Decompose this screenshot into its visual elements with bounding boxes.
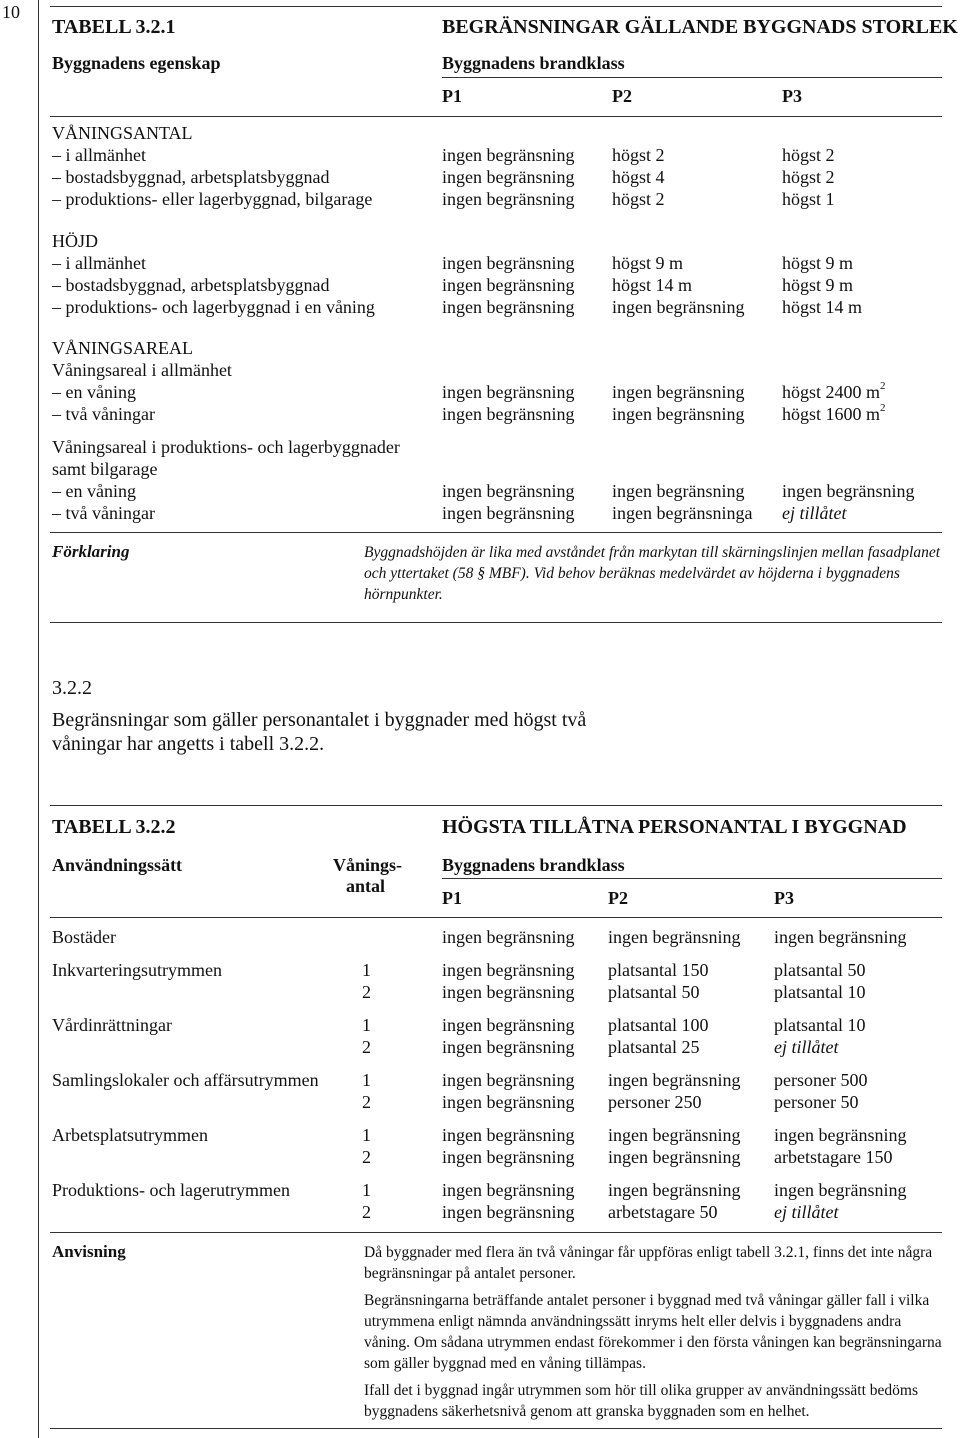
cell-p3: högst 2 (782, 145, 835, 165)
cell-p3: ingen begränsning (774, 927, 907, 947)
table2-p3: P3 (774, 888, 794, 908)
cell-p1: ingen begränsning (442, 1015, 575, 1035)
table2-end-rule (50, 1428, 942, 1429)
cell-p3: platsantal 10 (774, 982, 866, 1002)
row-label: – två våningar (52, 404, 155, 424)
cell-floors: 1 (362, 960, 371, 980)
table2-col-floors-line2: antal (346, 876, 386, 896)
cell-p2: ingen begränsninga (612, 503, 753, 523)
cell-p3: platsantal 10 (774, 1015, 866, 1035)
note-paragraph: Ifall det i byggnad ingår utrymmen som hör till olika grupper av användningssätt bedöms byggnadens säkerhetsnivå genom att granska byggnaden som en helhet. (364, 1382, 919, 1420)
cell-p2: ingen begränsning (608, 1070, 741, 1090)
table2-title: HÖGSTA TILLÅTNA PERSONANTAL I BYGGNAD (442, 816, 907, 838)
table1-p2: P2 (612, 86, 632, 106)
cell-p2: personer 250 (608, 1092, 702, 1112)
cell-p3: ingen begränsning (782, 481, 915, 501)
cell-p3: ingen begränsning (774, 1125, 907, 1145)
row-label: – produktions- eller lagerbyggnad, bilgarage (52, 189, 373, 209)
cell-floors: 1 (362, 1180, 371, 1200)
cell-p1: ingen begränsning (442, 1092, 575, 1112)
note-label: Anvisning (52, 1242, 126, 1261)
cell-p3: högst 1 (782, 189, 835, 209)
table1-p1: P1 (442, 86, 462, 106)
cell-p1: ingen begränsning (442, 382, 575, 402)
square-superscript: 2 (880, 402, 886, 414)
cell-p3-value: högst 1600 m (782, 404, 881, 424)
row-label: – produktions- och lagerbyggnad i en våning (52, 297, 375, 317)
cell-p1: ingen begränsning (442, 275, 575, 295)
cell-p1: ingen begränsning (442, 481, 575, 501)
cell-p2: högst 2 (612, 189, 665, 209)
cell-floors: 2 (362, 1092, 371, 1112)
cell-p1: ingen begränsning (442, 404, 575, 424)
use-label: Inkvarteringsutrymmen (52, 960, 222, 980)
cell-p2: högst 9 m (612, 253, 684, 273)
row-label: – en våning (52, 481, 136, 501)
cell-p1: ingen begränsning (442, 982, 575, 1002)
hojd-heading: HÖJD (52, 231, 99, 251)
cell-p3: personer 500 (774, 1070, 868, 1090)
cell-floors: 1 (362, 1070, 371, 1090)
cell-p3: högst 9 m (782, 275, 854, 295)
cell-p1: ingen begränsning (442, 960, 575, 980)
cell-p1: ingen begränsning (442, 1125, 575, 1145)
table1-number: TABELL 3.2.1 (52, 16, 176, 38)
cell-p2: platsantal 50 (608, 982, 700, 1002)
cell-p2: platsantal 150 (608, 960, 709, 980)
row-label: – i allmänhet (52, 253, 146, 273)
cell-p1: ingen begränsning (442, 189, 575, 209)
cell-p1: ingen begränsning (442, 1070, 575, 1090)
cell-p1: ingen begränsning (442, 145, 575, 165)
page-number: 10 (2, 2, 20, 22)
section-text-line2: våningar har angetts i tabell 3.2.2. (52, 733, 325, 755)
cell-p3-value: högst 2400 m (782, 382, 881, 402)
cell-floors: 2 (362, 1202, 371, 1222)
vaningsareal-subheading: Våningsareal i allmänhet (52, 360, 232, 380)
table2-col-floors-line1: Vånings- (333, 855, 403, 875)
table2-p1: P1 (442, 888, 462, 908)
table2-p2: P2 (608, 888, 628, 908)
cell-p3: ingen begränsning (774, 1180, 907, 1200)
section-number: 3.2.2 (52, 677, 92, 699)
cell-p2: ingen begränsning (608, 1125, 741, 1145)
note-paragraph: Då byggnader med flera än två våningar får uppföras enligt tabell 3.2.1, finns det inte några begränsningar på antalet personer. (364, 1244, 933, 1282)
use-label: Arbetsplatsutrymmen (52, 1125, 208, 1145)
use-label: Vårdinrättningar (52, 1015, 172, 1035)
cell-p2: högst 14 m (612, 275, 693, 295)
cell-p1: ingen begränsning (442, 1147, 575, 1167)
table1-class-rule (442, 77, 942, 78)
explanation-text: Byggnadshöjden är lika med avståndet från markytan till skärningslinjen mellan fasadplanet och yttertaket (58 § MBF). Vid behov beräknas medelvärdet av höjderna i byggnadens hörnpunkter. (364, 544, 941, 603)
cell-p2: ingen begränsning (612, 297, 745, 317)
cell-p1: ingen begränsning (442, 1202, 575, 1222)
table2-top-rule (50, 805, 942, 806)
table1-col-property: Byggnadens egenskap (52, 53, 221, 73)
cell-p2: ingen begränsning (608, 927, 741, 947)
table1-p3: P3 (782, 86, 802, 106)
cell-floors: 2 (362, 1037, 371, 1057)
cell-p1: ingen begränsning (442, 167, 575, 187)
cell-p2: platsantal 100 (608, 1015, 709, 1035)
table1-bottom-rule (50, 532, 942, 533)
table1-col-class: Byggnadens brandklass (442, 53, 625, 73)
cell-p1: ingen begränsning (442, 253, 575, 273)
cell-p3: ej tillåtet (782, 503, 847, 523)
table2-class-rule (442, 878, 942, 879)
cell-p3: arbetstagare 150 (774, 1147, 893, 1167)
cell-p3 (782, 382, 886, 404)
cell-p3 (782, 404, 886, 426)
cell-p1: ingen begränsning (442, 503, 575, 523)
note-paragraph: Begränsningarna beträffande antalet personer i byggnad med två våningar gäller fall i vilka utrymmena enligt nämnda användningssätt inryms helt eller delvis i byggnadens andra våning. Om sådana utrymmen endast förekommer i den första våningen kan begränsningarna som gäller byggnad med en våning tillämpas. (364, 1292, 942, 1372)
row-label: – bostadsbyggnad, arbetsplatsbyggnad (52, 275, 330, 295)
table1-end-rule (50, 622, 942, 623)
cell-floors: 2 (362, 982, 371, 1002)
cell-p2: arbetstagare 50 (608, 1202, 718, 1222)
cell-p3: ej tillåtet (774, 1202, 839, 1222)
use-label: Bostäder (52, 927, 116, 947)
cell-p3: personer 50 (774, 1092, 859, 1112)
cell-p2: ingen begränsning (612, 382, 745, 402)
cell-p3: ej tillåtet (774, 1037, 839, 1057)
cell-p3: högst 14 m (782, 297, 863, 317)
section-text-line1: Begränsningar som gäller personantalet i byggnader med högst två (52, 709, 587, 731)
cell-p3: platsantal 50 (774, 960, 866, 980)
table2-number: TABELL 3.2.2 (52, 816, 176, 838)
cell-p1: ingen begränsning (442, 1180, 575, 1200)
cell-floors: 1 (362, 1015, 371, 1035)
cell-floors: 1 (362, 1125, 371, 1145)
cell-p1: ingen begränsning (442, 297, 575, 317)
table1-top-rule (50, 6, 942, 7)
cell-p2: ingen begränsning (612, 404, 745, 424)
cell-p1: ingen begränsning (442, 927, 575, 947)
cell-p3: högst 9 m (782, 253, 854, 273)
cell-p2: ingen begränsning (608, 1147, 741, 1167)
table1-header-rule (50, 116, 942, 117)
table1-title: BEGRÄNSNINGAR GÄLLANDE BYGGNADS STORLEK (442, 16, 958, 38)
explanation-label: Förklaring (52, 542, 130, 561)
cell-p2: platsantal 25 (608, 1037, 700, 1057)
cell-p3: högst 2 (782, 167, 835, 187)
table2-bottom-rule (50, 1232, 942, 1233)
vaningsareal-subheading-2: Våningsareal i produktions- och lagerbyggnader (52, 437, 400, 457)
vaningsareal-subheading-2b: samt bilgarage (52, 459, 158, 479)
cell-p1: ingen begränsning (442, 1037, 575, 1057)
row-label: – två våningar (52, 503, 155, 523)
table2-header-rule (50, 917, 942, 918)
cell-p2: ingen begränsning (612, 481, 745, 501)
cell-p2: högst 2 (612, 145, 665, 165)
square-superscript: 2 (880, 380, 886, 392)
use-label: Samlingslokaler och affärsutrymmen (52, 1070, 319, 1090)
row-label: – i allmänhet (52, 145, 146, 165)
cell-p2: ingen begränsning (608, 1180, 741, 1200)
row-label: – bostadsbyggnad, arbetsplatsbyggnad (52, 167, 330, 187)
cell-floors: 2 (362, 1147, 371, 1167)
page-border (38, 0, 39, 1438)
cell-p2: högst 4 (612, 167, 665, 187)
row-label: – en våning (52, 382, 136, 402)
vaningsantal-heading: VÅNINGSANTAL (52, 123, 193, 143)
use-label: Produktions- och lagerutrymmen (52, 1180, 290, 1200)
vaningsareal-heading: VÅNINGSAREAL (52, 338, 193, 358)
table2-col-use: Användningssätt (52, 855, 183, 875)
table2-col-class: Byggnadens brandklass (442, 855, 625, 875)
